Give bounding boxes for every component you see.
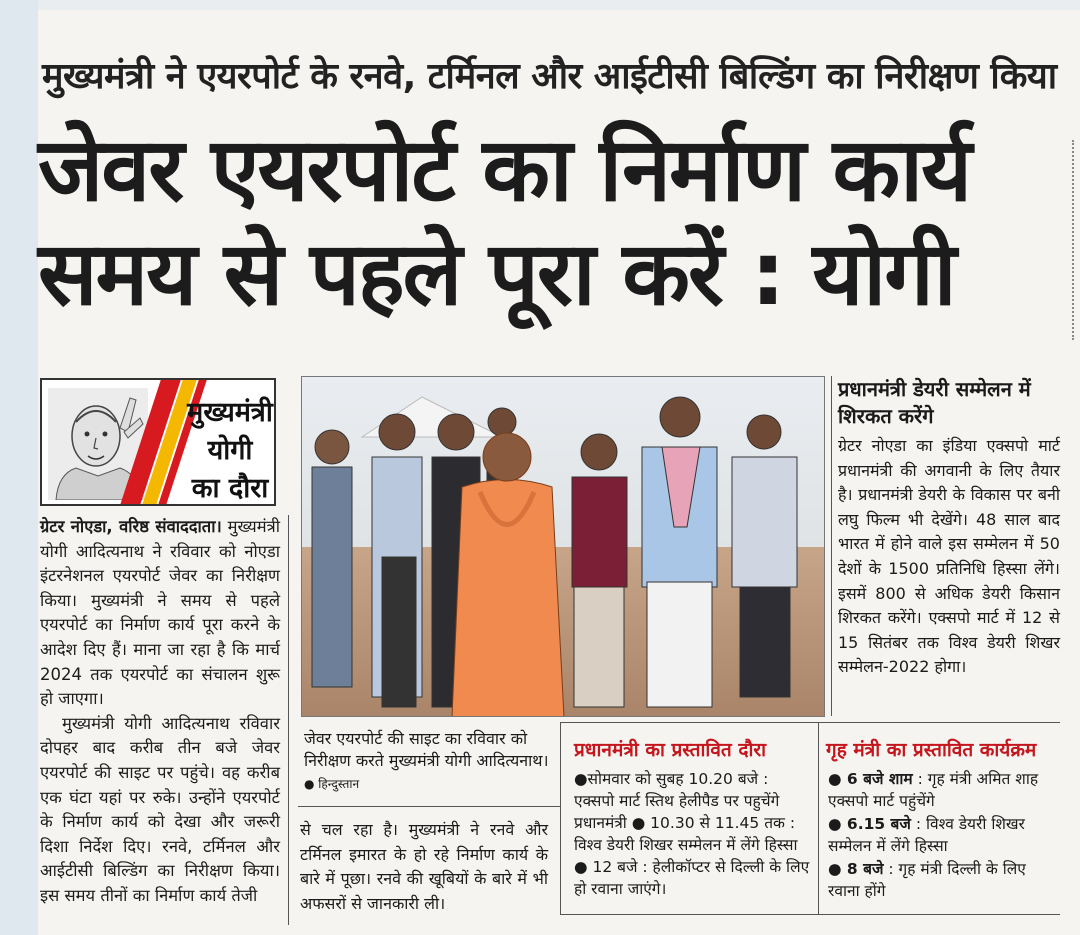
pm-box-rule bbox=[560, 722, 561, 914]
kicker-headline: मुख्यमंत्री ने एयरपोर्ट के रनवे, टर्मिनल और आईटीसी बिल्डिंग का निरीक्षण किया bbox=[42, 56, 1057, 97]
headline-line-1: जेवर एयरपोर्ट का निर्माण कार्य bbox=[38, 118, 971, 221]
news-photo bbox=[301, 376, 825, 717]
hm-item-3 bbox=[828, 858, 1058, 902]
page-left-margin bbox=[0, 0, 38, 935]
pm-box-heading: प्रधानमंत्री का प्रस्तावित दौरा bbox=[574, 739, 767, 761]
caption-text: जेवर एयरपोर्ट की साइट का रविवार को निरीक्षण करते मुख्यमंत्री योगी आदित्यनाथ। bbox=[304, 729, 549, 770]
cm-visit-logo bbox=[40, 378, 276, 506]
story-column-2 bbox=[300, 818, 548, 916]
boxes-top-rule bbox=[560, 722, 1060, 723]
headline-line-2: समय से पहले पूरा करें : योगी bbox=[38, 222, 955, 325]
hm-item-1-time: ● 6 बजे शाम bbox=[828, 770, 913, 788]
hm-item-2 bbox=[828, 813, 1058, 857]
adjacent-column-edge bbox=[1072, 140, 1080, 340]
story-para-1: मुख्यमंत्री योगी आदित्यनाथ ने रविवार को नोएडा इंटरनेशनल एयरपोर्ट जेवर का निरीक्षण किया। मुख्यमंत्री ने समय से पहले एयरपोर्ट का निर्माण कार्य पूरा करने के आदेश दिए हैं। माना जा रहा है कि मार्च 2024 तक एयरपोर्ट का संचालन शुरू हो जाएगा। bbox=[40, 517, 280, 709]
hm-item-1-text: : गृह मंत्री अमित शाह एक्सपो मार्ट पहुंचेंगे bbox=[828, 770, 1039, 810]
pm-box-body: ●सोमवार को सुबह 10.20 बजे : एक्सपो मार्ट स्तिथ हेलीपैड पर पहुचेंगे प्रधानमंत्री ● 10.30 से 11.45 तक : विश्व डेयरी शिखर सम्मेलन में लेंगे हिस्सा ● 12 बजे : हेलीकॉप्टर से दिल्ली के लिए हो रवाना जाएंगे। bbox=[574, 770, 810, 898]
page-top-band bbox=[0, 0, 1080, 10]
column-rule-2 bbox=[831, 376, 832, 716]
hm-box-heading: गृह मंत्री का प्रस्तावित कार्यक्रम bbox=[826, 739, 1037, 761]
hm-item-1 bbox=[828, 768, 1058, 812]
dairy-heading: प्रधानमंत्री डेयरी सम्मेलन में शिरकत करेंगे bbox=[838, 377, 1031, 428]
hm-item-2-text: : विश्व डेयरी शिखर सम्मेलन में लेंगे हिस्सा bbox=[828, 815, 1025, 855]
logo-line-2: योगी bbox=[207, 435, 253, 466]
caption-rule bbox=[298, 806, 560, 807]
logo-text bbox=[182, 394, 276, 506]
story-para-2: मुख्यमंत्री योगी आदित्यनाथ रविवार दोपहर बाद करीब तीन बजे जेवर एयरपोर्ट की साइट पर पहुंचे। वह करीब एक घंटा यहां पर रुके। उन्होंने एयरपोर्ट के निर्माण कार्य को देखा और जरूरी दिशा निर्देश दिए। रनवे, टर्मिनल और आईटीसी बिल्डिंग का निरीक्षण किया। इस समय तीनों का निर्माण कार्य तेजी bbox=[40, 713, 280, 905]
main-headline bbox=[38, 118, 1048, 326]
hm-item-3-text: : गृह मंत्री दिल्ली के लिए रवाना होंगे bbox=[828, 860, 1026, 900]
story-continuation: से चल रहा है। मुख्यमंत्री ने रनवे और टर्मिनल इमारत के हो रहे निर्माण कार्य के बारे में पूछा। रनवे की खूबियों के बारे में भी अफसरों से जानकारी ली। bbox=[300, 820, 548, 913]
story-column-1 bbox=[40, 515, 280, 909]
hm-item-2-time: ● 6.15 बजे bbox=[828, 815, 911, 833]
dateline: ग्रेटर नोएडा, वरिष्ठ संवाददाता। bbox=[40, 517, 222, 536]
hm-item-3-time: ● 8 बजे bbox=[828, 860, 884, 878]
column-rule-1 bbox=[288, 515, 289, 925]
photo-caption bbox=[304, 728, 549, 795]
photo-illustration bbox=[302, 377, 825, 717]
hm-box-rule bbox=[818, 722, 819, 914]
dairy-body: ग्रेटर नोएडा का इंडिया एक्सपो मार्ट प्रधानमंत्री की अगवानी के लिए तैयार है। प्रधानमंत्री डेयरी के विकास पर बनी लघु फिल्म भी देखेंगे। 48 साल बाद भारत में होने वाले इस सम्मेलन में 50 देशों के 1500 प्रतिनिधि हिस्सा लेंगे। इसमें 800 से अधिक डेयरी किसान शिरकत करेंगे। एक्सपो मार्ट में 12 से 15 सितंबर तक विश्व डेयरी शिखर सम्मेलन-2022 होगा। bbox=[838, 436, 1060, 677]
logo-line-1: मुख्यमंत्री bbox=[187, 397, 273, 428]
logo-line-3: का दौरा bbox=[191, 473, 269, 504]
photo-credit: ● हिन्दुस्तान bbox=[304, 777, 360, 791]
boxes-bottom-rule bbox=[560, 914, 1060, 915]
hm-box-body bbox=[828, 768, 1058, 903]
